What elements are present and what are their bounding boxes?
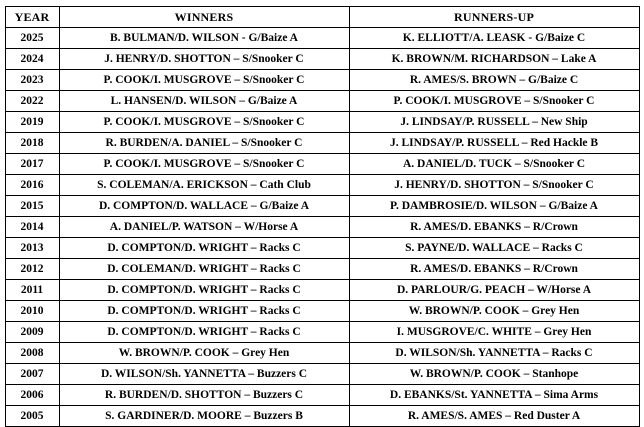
cell-year: 2018 <box>5 133 59 154</box>
cell-runners-up: R. AMES/D. EBANKS – R/Crown <box>349 259 639 280</box>
cell-winners: S. COLEMAN/A. ERICKSON – Cath Club <box>59 175 349 196</box>
cell-winners: W. BROWN/P. COOK – Grey Hen <box>59 343 349 364</box>
table-row <box>5 406 639 427</box>
cell-winners: L. HANSEN/D. WILSON – G/Baize A <box>59 91 349 112</box>
cell-year: 2023 <box>5 70 59 91</box>
cell-winners: D. COMPTON/D. WRIGHT – Racks C <box>59 322 349 343</box>
cell-year: 2009 <box>5 322 59 343</box>
cell-year: 2019 <box>5 112 59 133</box>
table-row <box>5 49 639 70</box>
cell-winners: D. COMPTON/D. WRIGHT – Racks C <box>59 238 349 259</box>
cell-runners-up: P. COOK/I. MUSGROVE – S/Snooker C <box>349 91 639 112</box>
cell-year: 2022 <box>5 91 59 112</box>
column-header-winners: WINNERS <box>59 7 349 28</box>
cell-year: 2011 <box>5 280 59 301</box>
cell-year: 2006 <box>5 385 59 406</box>
cell-runners-up: K. ELLIOTT/A. LEASK - G/Baize C <box>349 28 639 49</box>
cell-runners-up: R. AMES/S. BROWN – G/Baize C <box>349 70 639 91</box>
cell-year: 2025 <box>5 28 59 49</box>
table-row <box>5 196 639 217</box>
header-row <box>5 7 639 28</box>
cell-year: 2015 <box>5 196 59 217</box>
cell-winners: S. GARDINER/D. MOORE – Buzzers B <box>59 406 349 427</box>
cell-runners-up: R. AMES/S. AMES – Red Duster A <box>349 406 639 427</box>
table-row <box>5 154 639 175</box>
cell-winners: P. COOK/I. MUSGROVE – S/Snooker C <box>59 112 349 133</box>
cell-year: 2007 <box>5 364 59 385</box>
cell-year: 2008 <box>5 343 59 364</box>
cell-year: 2024 <box>5 49 59 70</box>
table-row <box>5 217 639 238</box>
cell-year: 2016 <box>5 175 59 196</box>
table-row <box>5 364 639 385</box>
cell-winners: P. COOK/I. MUSGROVE – S/Snooker C <box>59 70 349 91</box>
cell-winners: R. BURDEN/D. SHOTTON – Buzzers C <box>59 385 349 406</box>
cell-winners: D. COMPTON/D. WALLACE – G/Baize A <box>59 196 349 217</box>
cell-year: 2005 <box>5 406 59 427</box>
cell-runners-up: A. DANIEL/D. TUCK – S/Snooker C <box>349 154 639 175</box>
cell-runners-up: W. BROWN/P. COOK – Stanhope <box>349 364 639 385</box>
cell-year: 2014 <box>5 217 59 238</box>
cell-winners: D. WILSON/Sh. YANNETTA – Buzzers C <box>59 364 349 385</box>
cell-runners-up: D. WILSON/Sh. YANNETTA – Racks C <box>349 343 639 364</box>
cell-year: 2010 <box>5 301 59 322</box>
cell-runners-up: P. DAMBROSIE/D. WILSON – G/Baize A <box>349 196 639 217</box>
cell-winners: D. COMPTON/D. WRIGHT – Racks C <box>59 301 349 322</box>
cell-winners: A. DANIEL/P. WATSON – W/Horse A <box>59 217 349 238</box>
cell-runners-up: S. PAYNE/D. WALLACE – Racks C <box>349 238 639 259</box>
table-row <box>5 343 639 364</box>
table-row <box>5 133 639 154</box>
cell-year: 2012 <box>5 259 59 280</box>
cell-runners-up: W. BROWN/P. COOK – Grey Hen <box>349 301 639 322</box>
cell-runners-up: D. PARLOUR/G. PEACH – W/Horse A <box>349 280 639 301</box>
table-row <box>5 28 639 49</box>
cell-year: 2017 <box>5 154 59 175</box>
cell-runners-up: D. EBANKS/St. YANNETTA – Sima Arms <box>349 385 639 406</box>
column-header-runners-up: RUNNERS-UP <box>349 7 639 28</box>
cell-winners: B. BULMAN/D. WILSON - G/Baize A <box>59 28 349 49</box>
cell-winners: J. HENRY/D. SHOTTON – S/Snooker C <box>59 49 349 70</box>
cell-winners: R. BURDEN/A. DANIEL – S/Snooker C <box>59 133 349 154</box>
table-row <box>5 112 639 133</box>
table-row <box>5 322 639 343</box>
table-row <box>5 91 639 112</box>
winners-runners-up-table <box>5 6 640 427</box>
table-row <box>5 259 639 280</box>
table-row <box>5 301 639 322</box>
cell-runners-up: J. LINDSAY/P. RUSSELL – Red Hackle B <box>349 133 639 154</box>
column-header-year: YEAR <box>5 7 59 28</box>
cell-runners-up: K. BROWN/M. RICHARDSON – Lake A <box>349 49 639 70</box>
cell-runners-up: J. HENRY/D. SHOTTON – S/Snooker C <box>349 175 639 196</box>
cell-winners: D. COLEMAN/D. WRIGHT – Racks C <box>59 259 349 280</box>
cell-runners-up: I. MUSGROVE/C. WHITE – Grey Hen <box>349 322 639 343</box>
cell-winners: P. COOK/I. MUSGROVE – S/Snooker C <box>59 154 349 175</box>
table-row <box>5 175 639 196</box>
table-row <box>5 70 639 91</box>
cell-year: 2013 <box>5 238 59 259</box>
cell-runners-up: J. LINDSAY/P. RUSSELL – New Ship <box>349 112 639 133</box>
table-header <box>5 7 639 28</box>
table-row <box>5 385 639 406</box>
cell-winners: D. COMPTON/D. WRIGHT – Racks C <box>59 280 349 301</box>
table-row <box>5 280 639 301</box>
cell-runners-up: R. AMES/D. EBANKS – R/Crown <box>349 217 639 238</box>
table-row <box>5 238 639 259</box>
table-body <box>5 28 639 427</box>
